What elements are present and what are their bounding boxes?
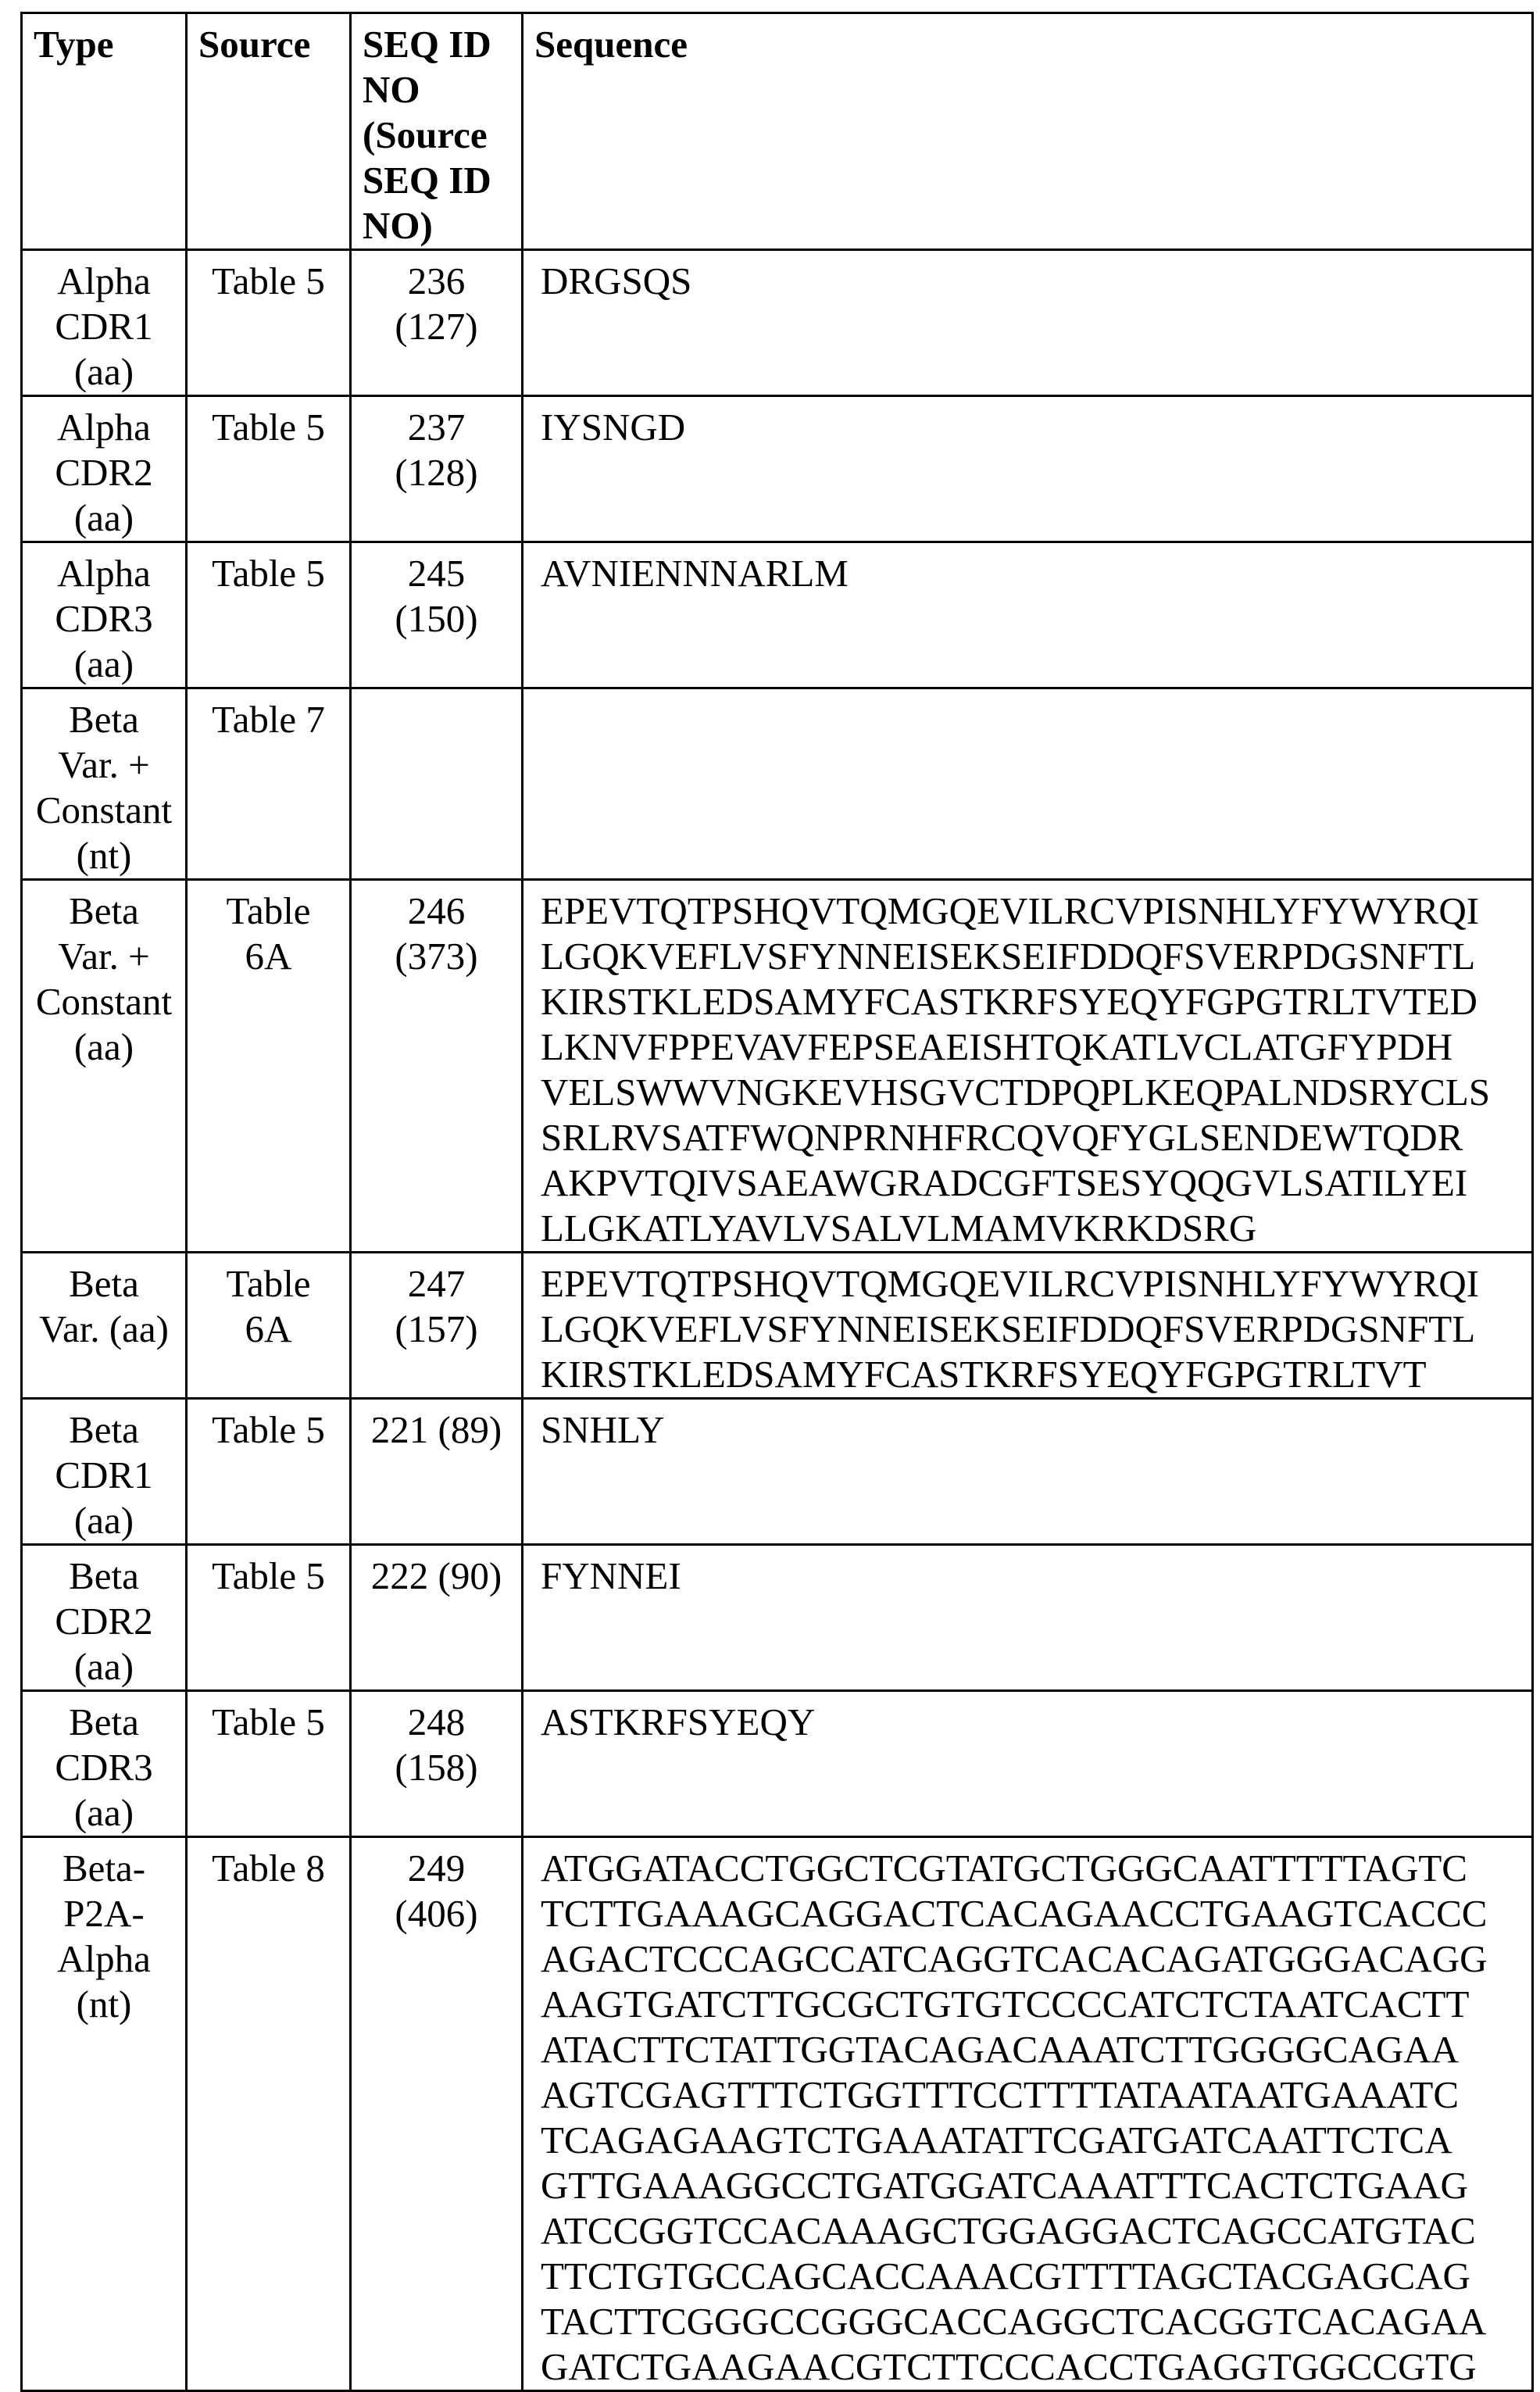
cell-line: LGQKVEFLVSFYNNEISEKSEIFDDQFSVERPDGSNFTL <box>541 934 1524 979</box>
cell-line: Beta <box>30 1407 177 1453</box>
header-sequence <box>523 13 1533 250</box>
cell-line: Type <box>34 22 177 67</box>
seq-id-cell <box>351 1691 523 1837</box>
cell-line: TTCTGTGCCAGCACCAAACGTTTTAGCTACGAGCAG <box>541 2254 1524 2299</box>
cell-line: 248 <box>359 1700 513 1745</box>
type-cell <box>22 396 187 542</box>
sequence-cell <box>523 688 1533 880</box>
cell-line: Table 8 <box>195 1846 341 1891</box>
cell-line: LKNVFPPEVAVFEPSEAEISHTQKATLVCLATGFYPDH <box>541 1024 1524 1070</box>
cell-line: P2A- <box>30 1891 177 1936</box>
header-type <box>22 13 187 250</box>
cell-line: SRLRVSATFWQNPRNHFRCQVQFYGLSENDEWTQDR <box>541 1115 1524 1160</box>
cell-line: Var. + <box>30 742 177 788</box>
cell-line: TACTTCGGGCCGGGCACCAGGCTCACGGTCACAGAA <box>541 2299 1524 2344</box>
cell-line: Beta <box>30 697 177 742</box>
cell-line: Table 5 <box>195 259 341 304</box>
seq-id-cell <box>351 1837 523 2391</box>
cell-line: CDR3 <box>30 596 177 642</box>
source-cell <box>187 1399 351 1545</box>
table-row <box>22 688 1533 880</box>
cell-line: (nt) <box>30 833 177 878</box>
cell-line: NO) <box>363 203 513 248</box>
cell-line: CDR1 <box>30 1453 177 1498</box>
cell-line: Beta <box>30 889 177 934</box>
cell-line: (nt) <box>30 1982 177 2027</box>
cell-line: 249 <box>359 1846 513 1891</box>
type-cell <box>22 250 187 396</box>
cell-line: Alpha <box>30 259 177 304</box>
cell-line: Table 7 <box>195 697 341 742</box>
source-cell <box>187 1837 351 2391</box>
source-cell <box>187 688 351 880</box>
sequence-cell <box>523 1253 1533 1399</box>
cell-line: ATGGATACCTGGCTCGTATGCTGGGCAATTTTTAGTC <box>541 1846 1524 1891</box>
type-cell <box>22 542 187 688</box>
cell-line: ATACTTCTATTGGTACAGACAAATCTTGGGGCAGAA <box>541 2027 1524 2072</box>
seq-id-cell <box>351 1545 523 1691</box>
type-cell <box>22 880 187 1253</box>
table-row <box>22 1691 1533 1837</box>
cell-line: KIRSTKLEDSAMYFCASTKRFSYEQYFGPGTRLTVT <box>541 1352 1524 1397</box>
cell-line: AGACTCCCAGCCATCAGGTCACACAGATGGGACAGG <box>541 1936 1524 1982</box>
cell-line: (aa) <box>30 1024 177 1070</box>
source-cell <box>187 880 351 1253</box>
table-row <box>22 1545 1533 1691</box>
seq-id-cell <box>351 542 523 688</box>
source-cell <box>187 1691 351 1837</box>
cell-line: CDR2 <box>30 450 177 495</box>
table-row <box>22 396 1533 542</box>
cell-line: Beta- <box>30 1846 177 1891</box>
source-cell <box>187 1253 351 1399</box>
type-cell <box>22 1837 187 2391</box>
cell-line: TCAGAGAAGTCTGAAATATTCGATGATCAATTCTCA <box>541 2118 1524 2163</box>
cell-line: Table <box>195 889 341 934</box>
cell-line: ATCCGGTCCACAAAGCTGGAGGACTCAGCCATGTAC <box>541 2208 1524 2254</box>
cell-line: (aa) <box>30 349 177 395</box>
cell-line: (128) <box>359 450 513 495</box>
cell-line: AVNIENNNARLM <box>541 551 1524 596</box>
table-row <box>22 1253 1533 1399</box>
source-cell <box>187 1545 351 1691</box>
cell-line: Table 5 <box>195 405 341 450</box>
cell-line: Alpha <box>30 1936 177 1982</box>
cell-line: Beta <box>30 1261 177 1307</box>
source-cell <box>187 396 351 542</box>
seq-id-cell <box>351 688 523 880</box>
cell-line: KIRSTKLEDSAMYFCASTKRFSYEQYFGPGTRLTVTED <box>541 979 1524 1024</box>
cell-line: Alpha <box>30 551 177 596</box>
cell-line: (aa) <box>30 1790 177 1836</box>
cell-line: SEQ ID <box>363 158 513 203</box>
source-cell <box>187 250 351 396</box>
cell-line: 6A <box>195 1307 341 1352</box>
cell-line: 237 <box>359 405 513 450</box>
type-cell <box>22 1545 187 1691</box>
cell-line: (aa) <box>30 495 177 541</box>
cell-line: Var. (aa) <box>30 1307 177 1352</box>
table-row <box>22 542 1533 688</box>
seq-id-cell <box>351 1253 523 1399</box>
cell-line: EPEVTQTPSHQVTQMGQEVILRCVPISNHLYFYWYRQI <box>541 1261 1524 1307</box>
cell-line: (aa) <box>30 1498 177 1543</box>
cell-line: Table 5 <box>195 1554 341 1599</box>
cell-line: 247 <box>359 1261 513 1307</box>
cell-line: EPEVTQTPSHQVTQMGQEVILRCVPISNHLYFYWYRQI <box>541 889 1524 934</box>
cell-line: (aa) <box>30 1644 177 1689</box>
cell-line: Constant <box>30 788 177 833</box>
cell-line: AKPVTQIVSAEAWGRADCGFTSESYQQGVLSATILYEI <box>541 1160 1524 1206</box>
type-cell <box>22 1691 187 1837</box>
seq-id-cell <box>351 880 523 1253</box>
sequence-cell <box>523 542 1533 688</box>
sequence-cell <box>523 1837 1533 2391</box>
sequence-cell <box>523 1399 1533 1545</box>
cell-line: Var. + <box>30 934 177 979</box>
cell-line: TCTTGAAAGCAGGACTCACAGAACCTGAAGTCACCC <box>541 1891 1524 1936</box>
cell-line: GTTGAAAGGCCTGATGGATCAAATTTCACTCTGAAG <box>541 2163 1524 2208</box>
cell-line: (158) <box>359 1745 513 1790</box>
cell-line: CDR1 <box>30 304 177 349</box>
cell-line: Alpha <box>30 405 177 450</box>
source-cell <box>187 542 351 688</box>
cell-line: NO <box>363 67 513 113</box>
cell-line: Table <box>195 1261 341 1307</box>
cell-line: (127) <box>359 304 513 349</box>
header-seq-id <box>351 13 523 250</box>
cell-line: IYSNGD <box>541 405 1524 450</box>
cell-line: 245 <box>359 551 513 596</box>
sequence-cell <box>523 1545 1533 1691</box>
cell-line: (406) <box>359 1891 513 1936</box>
cell-line: (150) <box>359 596 513 642</box>
cell-line: AGTCGAGTTTCTGGTTTCCTTTTATAATAATGAAATC <box>541 2072 1524 2118</box>
table-row <box>22 880 1533 1253</box>
cell-line: Table 5 <box>195 1700 341 1745</box>
table-row <box>22 1399 1533 1545</box>
cell-line: (aa) <box>30 642 177 687</box>
cell-line: (373) <box>359 934 513 979</box>
cell-line: DRGSQS <box>541 259 1524 304</box>
header-source <box>187 13 351 250</box>
type-cell <box>22 1399 187 1545</box>
cell-line: SEQ ID <box>363 22 513 67</box>
cell-line: SNHLY <box>541 1407 1524 1453</box>
type-cell <box>22 688 187 880</box>
cell-line: Table 5 <box>195 551 341 596</box>
header-row <box>22 13 1533 250</box>
cell-line: ASTKRFSYEQY <box>541 1700 1524 1745</box>
cell-line: AAGTGATCTTGCGCTGTGTCCCCATCTCTAATCACTT <box>541 1982 1524 2027</box>
cell-line: CDR2 <box>30 1599 177 1644</box>
cell-line: FYNNEI <box>541 1554 1524 1599</box>
sequence-cell <box>523 396 1533 542</box>
cell-line: GATCTGAAGAACGTCTTCCCACCTGAGGTGGCCGTG <box>541 2344 1524 2390</box>
cell-line: Table 5 <box>195 1407 341 1453</box>
table-row <box>22 250 1533 396</box>
cell-line: Source <box>198 22 341 67</box>
cell-line: Constant <box>30 979 177 1024</box>
cell-line: Beta <box>30 1554 177 1599</box>
table-row <box>22 1837 1533 2391</box>
cell-line: 221 (89) <box>359 1407 513 1453</box>
cell-line: CDR3 <box>30 1745 177 1790</box>
cell-line: 236 <box>359 259 513 304</box>
seq-id-cell <box>351 1399 523 1545</box>
cell-line: LGQKVEFLVSFYNNEISEKSEIFDDQFSVERPDGSNFTL <box>541 1307 1524 1352</box>
cell-line: 222 (90) <box>359 1554 513 1599</box>
sequence-table <box>20 12 1534 2392</box>
cell-line: Beta <box>30 1700 177 1745</box>
seq-id-cell <box>351 396 523 542</box>
cell-line: 246 <box>359 889 513 934</box>
cell-line: (Source <box>363 113 513 158</box>
sequence-cell <box>523 1691 1533 1837</box>
cell-line: Sequence <box>534 22 1524 67</box>
cell-line: 6A <box>195 934 341 979</box>
sequence-cell <box>523 880 1533 1253</box>
seq-id-cell <box>351 250 523 396</box>
cell-line: (157) <box>359 1307 513 1352</box>
sequence-cell <box>523 250 1533 396</box>
cell-line: LLGKATLYAVLVSALVLMAMVKRKDSRG <box>541 1206 1524 1251</box>
cell-line: VELSWWVNGKEVHSGVCTDPQPLKEQPALNDSRYCLS <box>541 1070 1524 1115</box>
type-cell <box>22 1253 187 1399</box>
